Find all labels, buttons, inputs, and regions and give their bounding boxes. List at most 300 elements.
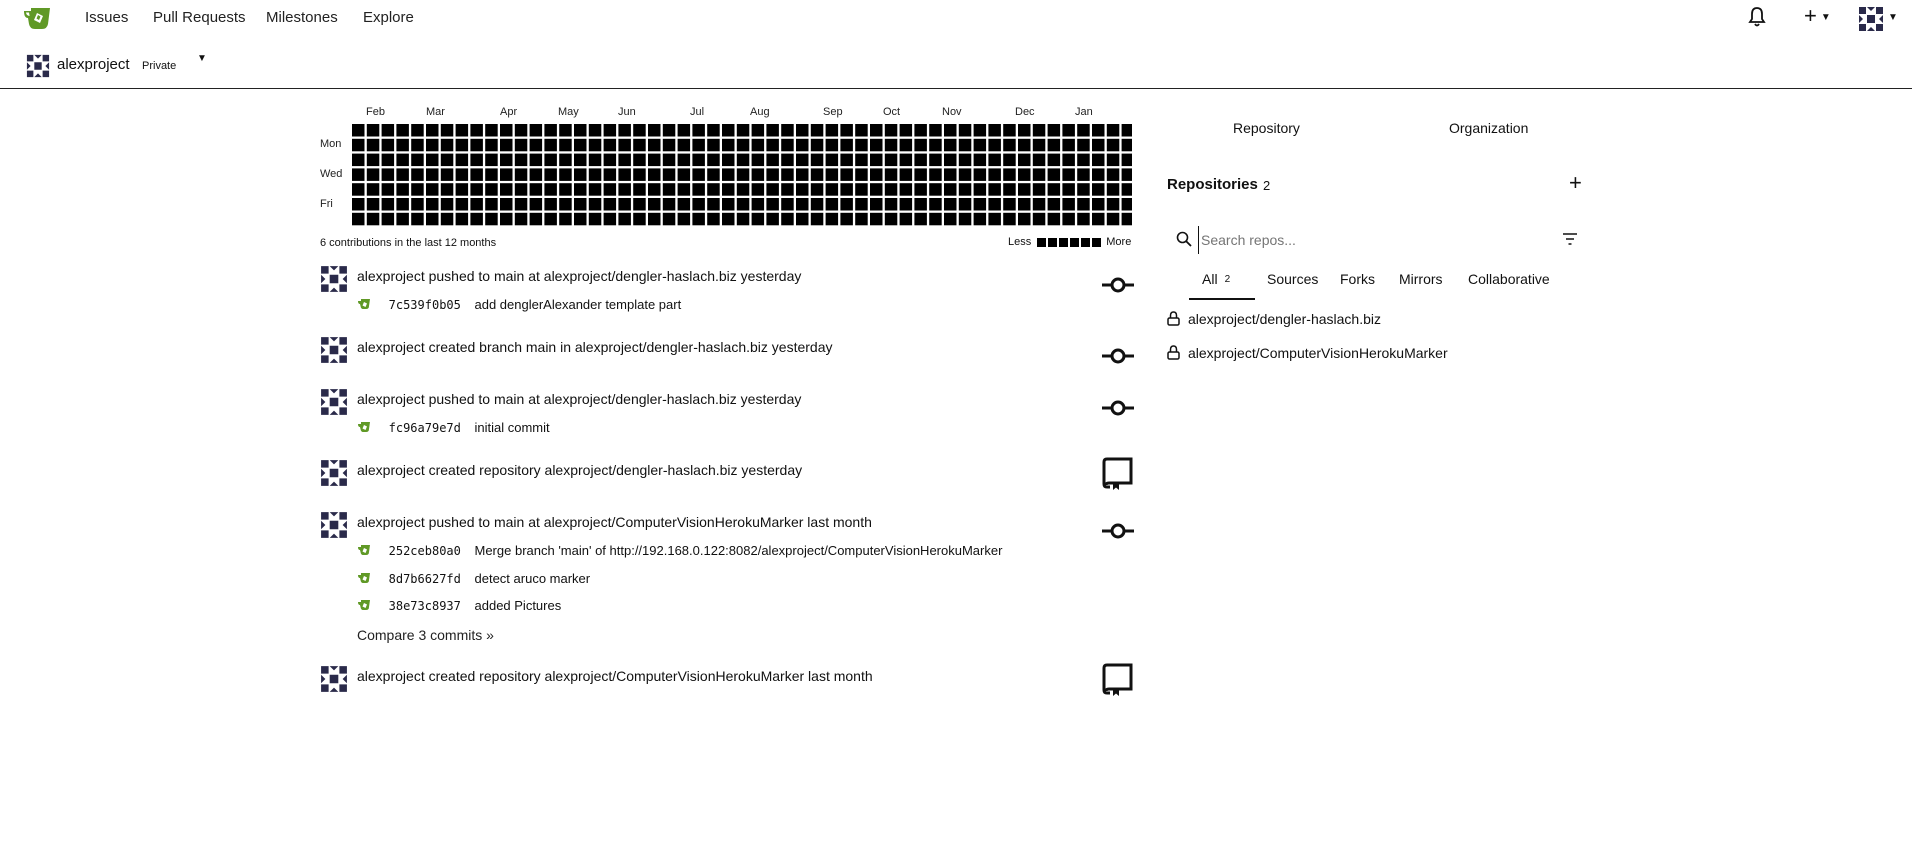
heatmap-day-cell[interactable] [648, 154, 661, 167]
heatmap-day-cell[interactable] [707, 183, 720, 196]
heatmap-day-cell[interactable] [870, 154, 883, 167]
heatmap-day-cell[interactable] [1077, 139, 1090, 152]
heatmap-day-cell[interactable] [1033, 124, 1046, 137]
heatmap-day-cell[interactable] [722, 198, 735, 211]
heatmap-day-cell[interactable] [900, 154, 913, 167]
heatmap-day-cell[interactable] [855, 168, 868, 181]
heatmap-day-cell[interactable] [1077, 124, 1090, 137]
heatmap-day-cell[interactable] [574, 198, 587, 211]
heatmap-day-cell[interactable] [974, 183, 987, 196]
heatmap-day-cell[interactable] [1048, 124, 1061, 137]
heatmap-day-cell[interactable] [589, 168, 602, 181]
heatmap-day-cell[interactable] [544, 154, 557, 167]
heatmap-day-cell[interactable] [411, 154, 424, 167]
heatmap-day-cell[interactable] [382, 154, 395, 167]
heatmap-day-cell[interactable] [752, 213, 765, 226]
heatmap-day-cell[interactable] [618, 124, 631, 137]
heatmap-day-cell[interactable] [1003, 168, 1016, 181]
heatmap-day-cell[interactable] [500, 154, 513, 167]
heatmap-day-cell[interactable] [737, 139, 750, 152]
heatmap-day-cell[interactable] [870, 124, 883, 137]
heatmap-day-cell[interactable] [692, 139, 705, 152]
heatmap-day-cell[interactable] [1062, 139, 1075, 152]
heatmap-day-cell[interactable] [1018, 213, 1031, 226]
heatmap-day-cell[interactable] [382, 124, 395, 137]
heatmap-day-cell[interactable] [959, 168, 972, 181]
heatmap-day-cell[interactable] [633, 198, 646, 211]
heatmap-day-cell[interactable] [811, 168, 824, 181]
heatmap-day-cell[interactable] [663, 198, 676, 211]
heatmap-day-cell[interactable] [618, 168, 631, 181]
heatmap-day-cell[interactable] [752, 124, 765, 137]
heatmap-day-cell[interactable] [811, 213, 824, 226]
heatmap-day-cell[interactable] [1062, 183, 1075, 196]
heatmap-day-cell[interactable] [1122, 198, 1132, 211]
heatmap-day-cell[interactable] [781, 183, 794, 196]
heatmap-day-cell[interactable] [396, 183, 409, 196]
user-avatar-menu[interactable] [1858, 6, 1898, 32]
heatmap-day-cell[interactable] [1092, 183, 1105, 196]
heatmap-day-cell[interactable] [574, 213, 587, 226]
heatmap-day-cell[interactable] [604, 124, 617, 137]
heatmap-day-cell[interactable] [692, 213, 705, 226]
heatmap-day-cell[interactable] [900, 198, 913, 211]
heatmap-day-cell[interactable] [456, 213, 469, 226]
heatmap-day-cell[interactable] [959, 139, 972, 152]
heatmap-day-cell[interactable] [485, 154, 498, 167]
user-avatar[interactable] [320, 665, 348, 693]
heatmap-day-cell[interactable] [692, 198, 705, 211]
heatmap-day-cell[interactable] [1048, 198, 1061, 211]
heatmap-day-cell[interactable] [426, 183, 439, 196]
commit-sha-link[interactable]: fc96a79e7d [388, 421, 461, 435]
heatmap-day-cell[interactable] [855, 154, 868, 167]
heatmap-day-cell[interactable] [1092, 168, 1105, 181]
heatmap-day-cell[interactable] [426, 168, 439, 181]
heatmap-day-cell[interactable] [722, 139, 735, 152]
heatmap-day-cell[interactable] [352, 154, 365, 167]
heatmap-day-cell[interactable] [988, 124, 1001, 137]
heatmap-day-cell[interactable] [485, 198, 498, 211]
heatmap-day-cell[interactable] [855, 198, 868, 211]
heatmap-day-cell[interactable] [515, 154, 528, 167]
heatmap-day-cell[interactable] [1018, 183, 1031, 196]
search-repos-input[interactable] [1198, 226, 1543, 254]
heatmap-day-cell[interactable] [367, 183, 380, 196]
heatmap-day-cell[interactable] [1033, 168, 1046, 181]
heatmap-day-cell[interactable] [1077, 183, 1090, 196]
heatmap-day-cell[interactable] [1033, 213, 1046, 226]
heatmap-day-cell[interactable] [589, 183, 602, 196]
heatmap-day-cell[interactable] [530, 124, 543, 137]
heatmap-day-cell[interactable] [1092, 213, 1105, 226]
heatmap-day-cell[interactable] [441, 168, 454, 181]
heatmap-day-cell[interactable] [678, 154, 691, 167]
heatmap-day-cell[interactable] [1122, 154, 1132, 167]
commit-sha-link[interactable]: 8d7b6627fd [388, 572, 461, 586]
heatmap-day-cell[interactable] [604, 139, 617, 152]
heatmap-day-cell[interactable] [1092, 198, 1105, 211]
heatmap-day-cell[interactable] [988, 154, 1001, 167]
heatmap-day-cell[interactable] [678, 183, 691, 196]
repo-name[interactable]: alexproject/ComputerVisionHerokuMarker [1188, 345, 1448, 361]
heatmap-day-cell[interactable] [988, 183, 1001, 196]
heatmap-day-cell[interactable] [796, 198, 809, 211]
commit-sha-link[interactable]: 252ceb80a0 [388, 544, 461, 558]
heatmap-day-cell[interactable] [648, 168, 661, 181]
heatmap-day-cell[interactable] [367, 124, 380, 137]
heatmap-day-cell[interactable] [826, 154, 839, 167]
heatmap-day-cell[interactable] [352, 198, 365, 211]
heatmap-day-cell[interactable] [1107, 168, 1120, 181]
heatmap-day-cell[interactable] [648, 139, 661, 152]
heatmap-day-cell[interactable] [648, 213, 661, 226]
tab-repository[interactable]: Repository [1233, 120, 1300, 136]
heatmap-day-cell[interactable] [1107, 213, 1120, 226]
heatmap-day-cell[interactable] [1062, 213, 1075, 226]
heatmap-day-cell[interactable] [870, 183, 883, 196]
heatmap-day-cell[interactable] [367, 213, 380, 226]
heatmap-day-cell[interactable] [441, 139, 454, 152]
heatmap-day-cell[interactable] [618, 213, 631, 226]
heatmap-day-cell[interactable] [1107, 183, 1120, 196]
heatmap-day-cell[interactable] [988, 198, 1001, 211]
heatmap-day-cell[interactable] [470, 154, 483, 167]
heatmap-day-cell[interactable] [633, 183, 646, 196]
heatmap-day-cell[interactable] [707, 213, 720, 226]
heatmap-day-cell[interactable] [1003, 124, 1016, 137]
heatmap-day-cell[interactable] [456, 168, 469, 181]
heatmap-day-cell[interactable] [500, 139, 513, 152]
heatmap-day-cell[interactable] [826, 139, 839, 152]
heatmap-day-cell[interactable] [500, 198, 513, 211]
heatmap-day-cell[interactable] [914, 139, 927, 152]
heatmap-day-cell[interactable] [1092, 124, 1105, 137]
heatmap-day-cell[interactable] [470, 139, 483, 152]
heatmap-day-cell[interactable] [855, 124, 868, 137]
heatmap-day-cell[interactable] [396, 213, 409, 226]
compare-commits-link[interactable]: Compare 3 commits » [357, 627, 494, 643]
heatmap-day-cell[interactable] [944, 154, 957, 167]
heatmap-day-cell[interactable] [544, 198, 557, 211]
heatmap-day-cell[interactable] [544, 183, 557, 196]
heatmap-day-cell[interactable] [944, 213, 957, 226]
create-new-dropdown[interactable] [1804, 5, 1831, 29]
heatmap-day-cell[interactable] [692, 168, 705, 181]
heatmap-day-cell[interactable] [692, 154, 705, 167]
heatmap-day-cell[interactable] [1122, 168, 1132, 181]
heatmap-day-cell[interactable] [411, 198, 424, 211]
heatmap-day-cell[interactable] [766, 154, 779, 167]
heatmap-day-cell[interactable] [515, 139, 528, 152]
heatmap-day-cell[interactable] [826, 124, 839, 137]
heatmap-day-cell[interactable] [678, 213, 691, 226]
heatmap-day-cell[interactable] [456, 183, 469, 196]
repo-list-item[interactable] [1167, 311, 1381, 327]
heatmap-day-cell[interactable] [766, 213, 779, 226]
heatmap-day-cell[interactable] [692, 183, 705, 196]
feed-item-text[interactable]: alexproject created repository alexproject/dengler-haslach.biz yesterday [357, 462, 803, 478]
heatmap-day-cell[interactable] [826, 213, 839, 226]
notifications-bell-icon[interactable] [1747, 6, 1767, 28]
heatmap-day-cell[interactable] [870, 213, 883, 226]
heatmap-day-cell[interactable] [382, 198, 395, 211]
commit-sha-link[interactable]: 38e73c8937 [388, 599, 461, 613]
heatmap-day-cell[interactable] [544, 168, 557, 181]
heatmap-day-cell[interactable] [929, 183, 942, 196]
heatmap-day-cell[interactable] [781, 124, 794, 137]
heatmap-day-cell[interactable] [1062, 154, 1075, 167]
heatmap-day-cell[interactable] [441, 154, 454, 167]
heatmap-day-cell[interactable] [840, 124, 853, 137]
heatmap-day-cell[interactable] [840, 168, 853, 181]
heatmap-day-cell[interactable] [974, 139, 987, 152]
nav-pull-requests[interactable]: Pull Requests [153, 9, 246, 26]
heatmap-day-cell[interactable] [737, 213, 750, 226]
heatmap-day-cell[interactable] [530, 168, 543, 181]
heatmap-day-cell[interactable] [766, 139, 779, 152]
feed-item-text[interactable]: alexproject pushed to main at alexproject/dengler-haslach.biz yesterday [357, 268, 802, 284]
heatmap-day-cell[interactable] [1048, 139, 1061, 152]
heatmap-day-cell[interactable] [500, 168, 513, 181]
heatmap-day-cell[interactable] [456, 124, 469, 137]
heatmap-day-cell[interactable] [396, 198, 409, 211]
gitea-logo-icon[interactable] [22, 6, 54, 32]
heatmap-day-cell[interactable] [470, 198, 483, 211]
heatmap-day-cell[interactable] [929, 139, 942, 152]
heatmap-day-cell[interactable] [752, 139, 765, 152]
heatmap-day-cell[interactable] [544, 213, 557, 226]
heatmap-day-cell[interactable] [678, 139, 691, 152]
heatmap-day-cell[interactable] [1033, 139, 1046, 152]
heatmap-day-cell[interactable] [367, 139, 380, 152]
user-avatar[interactable] [320, 265, 348, 293]
heatmap-day-cell[interactable] [530, 183, 543, 196]
heatmap-day-cell[interactable] [604, 198, 617, 211]
heatmap-day-cell[interactable] [352, 213, 365, 226]
commit-sha-link[interactable]: 7c539f0b05 [388, 298, 461, 312]
heatmap-day-cell[interactable] [1018, 154, 1031, 167]
heatmap-day-cell[interactable] [944, 183, 957, 196]
heatmap-day-cell[interactable] [944, 139, 957, 152]
heatmap-day-cell[interactable] [766, 198, 779, 211]
heatmap-day-cell[interactable] [929, 154, 942, 167]
heatmap-day-cell[interactable] [840, 154, 853, 167]
heatmap-day-cell[interactable] [796, 124, 809, 137]
heatmap-day-cell[interactable] [663, 124, 676, 137]
heatmap-day-cell[interactable] [900, 139, 913, 152]
heatmap-day-cell[interactable] [367, 154, 380, 167]
heatmap-day-cell[interactable] [914, 168, 927, 181]
heatmap-day-cell[interactable] [855, 213, 868, 226]
heatmap-day-cell[interactable] [485, 139, 498, 152]
heatmap-day-cell[interactable] [352, 139, 365, 152]
heatmap-day-cell[interactable] [663, 139, 676, 152]
heatmap-day-cell[interactable] [663, 183, 676, 196]
feed-item-text[interactable]: alexproject created repository alexproject/ComputerVisionHerokuMarker last month [357, 668, 873, 684]
feed-item-text[interactable]: alexproject pushed to main at alexproject/dengler-haslach.biz yesterday [357, 391, 802, 407]
heatmap-day-cell[interactable] [396, 168, 409, 181]
heatmap-day-cell[interactable] [574, 154, 587, 167]
heatmap-day-cell[interactable] [648, 124, 661, 137]
heatmap-day-cell[interactable] [485, 124, 498, 137]
user-avatar[interactable] [320, 388, 348, 416]
heatmap-day-cell[interactable] [426, 198, 439, 211]
heatmap-day-cell[interactable] [618, 183, 631, 196]
heatmap-day-cell[interactable] [914, 213, 927, 226]
heatmap-day-cell[interactable] [1077, 213, 1090, 226]
heatmap-day-cell[interactable] [1048, 154, 1061, 167]
heatmap-day-cell[interactable] [885, 154, 898, 167]
heatmap-day-cell[interactable] [1062, 124, 1075, 137]
heatmap-day-cell[interactable] [766, 183, 779, 196]
heatmap-day-cell[interactable] [811, 154, 824, 167]
heatmap-day-cell[interactable] [752, 154, 765, 167]
heatmap-day-cell[interactable] [826, 198, 839, 211]
heatmap-day-cell[interactable] [796, 139, 809, 152]
heatmap-day-cell[interactable] [1107, 198, 1120, 211]
heatmap-day-cell[interactable] [766, 168, 779, 181]
heatmap-day-cell[interactable] [959, 183, 972, 196]
heatmap-day-cell[interactable] [722, 183, 735, 196]
heatmap-day-cell[interactable] [1018, 198, 1031, 211]
heatmap-day-cell[interactable] [855, 183, 868, 196]
heatmap-day-cell[interactable] [1062, 198, 1075, 211]
heatmap-day-cell[interactable] [633, 168, 646, 181]
heatmap-day-cell[interactable] [944, 168, 957, 181]
heatmap-day-cell[interactable] [589, 139, 602, 152]
heatmap-day-cell[interactable] [959, 213, 972, 226]
heatmap-day-cell[interactable] [604, 183, 617, 196]
heatmap-day-cell[interactable] [692, 124, 705, 137]
nav-issues[interactable]: Issues [85, 9, 129, 26]
heatmap-day-cell[interactable] [796, 154, 809, 167]
heatmap-day-cell[interactable] [530, 213, 543, 226]
heatmap-day-cell[interactable] [470, 183, 483, 196]
heatmap-day-cell[interactable] [722, 154, 735, 167]
heatmap-day-cell[interactable] [515, 198, 528, 211]
heatmap-day-cell[interactable] [1048, 168, 1061, 181]
heatmap-day-cell[interactable] [559, 139, 572, 152]
heatmap-day-cell[interactable] [382, 183, 395, 196]
heatmap-day-cell[interactable] [1003, 139, 1016, 152]
heatmap-day-cell[interactable] [648, 198, 661, 211]
heatmap-day-cell[interactable] [1107, 154, 1120, 167]
heatmap-day-cell[interactable] [515, 213, 528, 226]
heatmap-day-cell[interactable] [929, 198, 942, 211]
heatmap-day-cell[interactable] [870, 139, 883, 152]
heatmap-day-cell[interactable] [633, 139, 646, 152]
heatmap-day-cell[interactable] [781, 154, 794, 167]
org-avatar[interactable] [26, 54, 50, 78]
heatmap-day-cell[interactable] [678, 168, 691, 181]
heatmap-day-cell[interactable] [633, 154, 646, 167]
heatmap-day-cell[interactable] [559, 198, 572, 211]
heatmap-day-cell[interactable] [722, 124, 735, 137]
heatmap-day-cell[interactable] [500, 213, 513, 226]
heatmap-day-cell[interactable] [1003, 154, 1016, 167]
heatmap-day-cell[interactable] [826, 168, 839, 181]
heatmap-day-cell[interactable] [988, 139, 1001, 152]
heatmap-day-cell[interactable] [1003, 183, 1016, 196]
heatmap-day-cell[interactable] [663, 168, 676, 181]
heatmap-day-cell[interactable] [811, 183, 824, 196]
heatmap-day-cell[interactable] [352, 124, 365, 137]
heatmap-day-cell[interactable] [826, 183, 839, 196]
heatmap-day-cell[interactable] [914, 183, 927, 196]
heatmap-day-cell[interactable] [707, 154, 720, 167]
heatmap-day-cell[interactable] [618, 154, 631, 167]
heatmap-day-cell[interactable] [1077, 168, 1090, 181]
heatmap-day-cell[interactable] [441, 124, 454, 137]
heatmap-day-cell[interactable] [1092, 139, 1105, 152]
repo-list-item[interactable] [1167, 345, 1448, 361]
heatmap-day-cell[interactable] [900, 124, 913, 137]
heatmap-day-cell[interactable] [426, 154, 439, 167]
heatmap-day-cell[interactable] [722, 213, 735, 226]
heatmap-day-cell[interactable] [752, 198, 765, 211]
heatmap-day-cell[interactable] [441, 198, 454, 211]
heatmap-day-cell[interactable] [618, 198, 631, 211]
heatmap-day-cell[interactable] [914, 154, 927, 167]
heatmap-day-cell[interactable] [811, 124, 824, 137]
heatmap-day-cell[interactable] [885, 183, 898, 196]
heatmap-day-cell[interactable] [456, 154, 469, 167]
heatmap-day-cell[interactable] [559, 168, 572, 181]
heatmap-day-cell[interactable] [367, 198, 380, 211]
heatmap-day-cell[interactable] [589, 154, 602, 167]
heatmap-day-cell[interactable] [515, 183, 528, 196]
heatmap-day-cell[interactable] [396, 154, 409, 167]
heatmap-day-cell[interactable] [456, 139, 469, 152]
heatmap-day-cell[interactable] [574, 168, 587, 181]
heatmap-day-cell[interactable] [796, 183, 809, 196]
heatmap-day-cell[interactable] [707, 198, 720, 211]
tab-organization[interactable]: Organization [1449, 120, 1529, 136]
heatmap-day-cell[interactable] [974, 198, 987, 211]
heatmap-day-cell[interactable] [1092, 154, 1105, 167]
heatmap-day-cell[interactable] [559, 154, 572, 167]
heatmap-day-cell[interactable] [811, 139, 824, 152]
heatmap-day-cell[interactable] [663, 154, 676, 167]
heatmap-day-cell[interactable] [574, 139, 587, 152]
heatmap-day-cell[interactable] [1122, 213, 1132, 226]
heatmap-day-cell[interactable] [426, 124, 439, 137]
heatmap-day-cell[interactable] [678, 198, 691, 211]
context-name[interactable]: alexproject [57, 56, 130, 73]
heatmap-day-cell[interactable] [796, 168, 809, 181]
heatmap-day-cell[interactable] [382, 168, 395, 181]
heatmap-day-cell[interactable] [900, 183, 913, 196]
heatmap-day-cell[interactable] [530, 139, 543, 152]
heatmap-day-cell[interactable] [441, 183, 454, 196]
heatmap-day-cell[interactable] [1033, 198, 1046, 211]
heatmap-day-cell[interactable] [441, 213, 454, 226]
user-avatar[interactable] [320, 511, 348, 539]
heatmap-day-cell[interactable] [589, 213, 602, 226]
heatmap-day-cell[interactable] [618, 139, 631, 152]
heatmap-day-cell[interactable] [411, 139, 424, 152]
nav-explore[interactable]: Explore [363, 9, 414, 26]
heatmap-day-cell[interactable] [589, 124, 602, 137]
feed-item-text[interactable]: alexproject pushed to main at alexproject/ComputerVisionHerokuMarker last month [357, 514, 872, 530]
heatmap-day-cell[interactable] [352, 168, 365, 181]
heatmap-day-cell[interactable] [544, 139, 557, 152]
heatmap-day-cell[interactable] [766, 124, 779, 137]
heatmap-day-cell[interactable] [382, 139, 395, 152]
heatmap-day-cell[interactable] [707, 168, 720, 181]
heatmap-day-cell[interactable] [411, 124, 424, 137]
